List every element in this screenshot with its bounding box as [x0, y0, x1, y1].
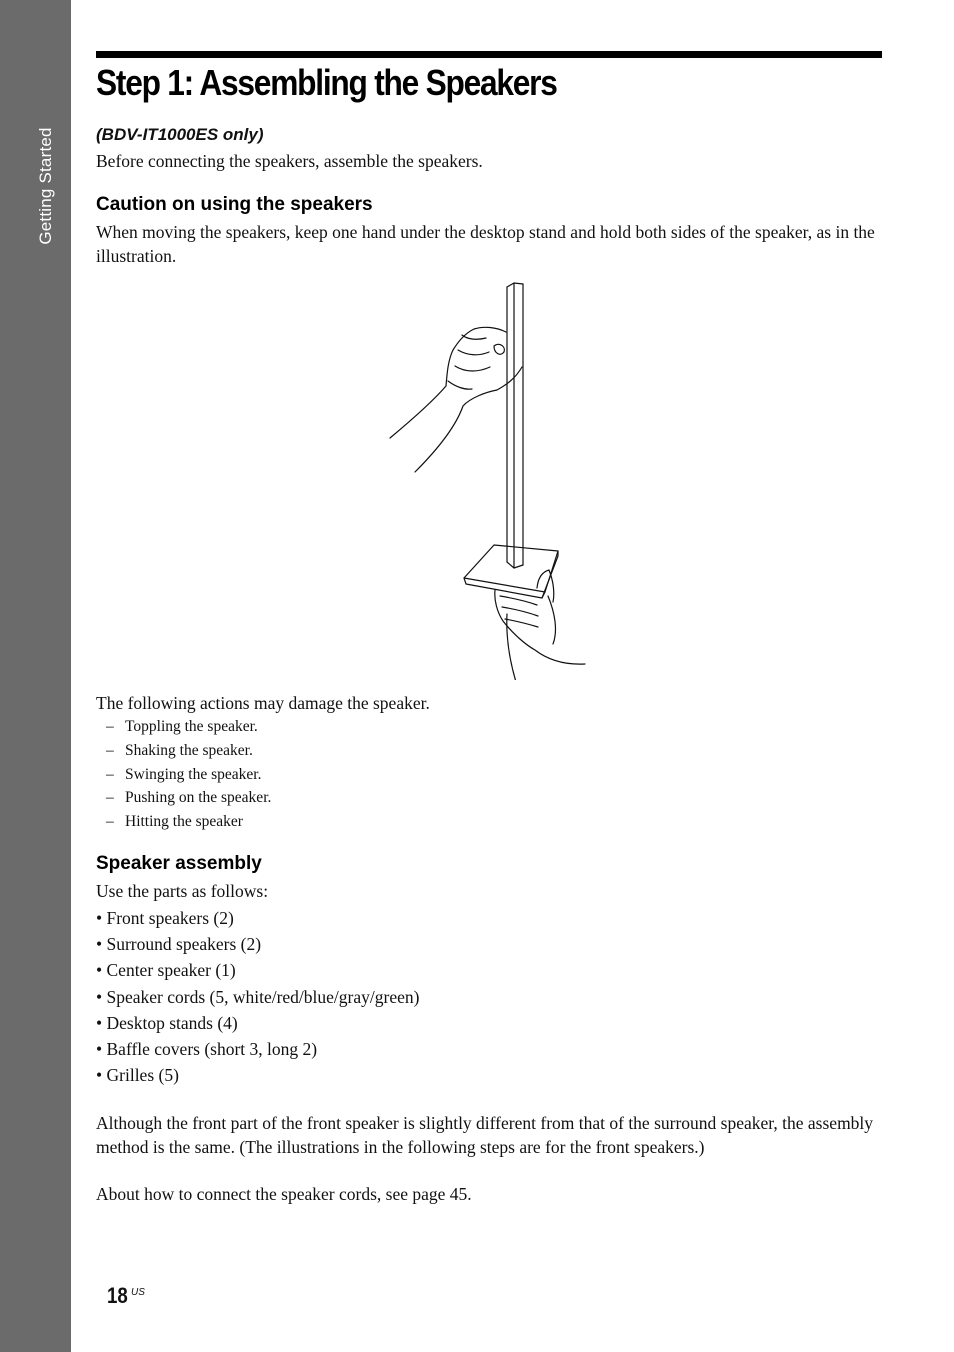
side-tab	[0, 0, 71, 1352]
page-region-suffix: US	[131, 1287, 145, 1298]
list-item: • Front speakers (2)	[96, 908, 234, 928]
page-title: Step 1: Assembling the Speakers	[96, 62, 557, 103]
list-item: – Hitting the speaker	[106, 813, 243, 831]
model-note: (BDV-IT1000ES only)	[96, 125, 264, 144]
damage-intro: The following actions may damage the speaker.	[96, 693, 430, 713]
caution-text: When moving the speakers, keep one hand under the desktop stand and hold both sides of the speaker, as in the illustration.	[96, 222, 875, 266]
speaker-handling-illustration	[380, 278, 600, 680]
intro-text: Before connecting the speakers, assemble the speakers.	[96, 151, 483, 171]
list-item: • Center speaker (1)	[96, 960, 236, 981]
list-item: • Baffle covers (short 3, long 2)	[96, 1039, 318, 1060]
list-item: • Desktop stands (4)	[96, 1012, 238, 1033]
assembly-note: Although the front part of the front speaker is slightly different from that of the surround speaker, the assembly method is the same. (The illustrations in the following steps are for the front speakers.)	[96, 1113, 874, 1157]
list-item: – Swinging the speaker.	[106, 765, 262, 783]
list-item: – Toppling the speaker.	[106, 718, 258, 735]
assembly-intro: Use the parts as follows:	[96, 881, 269, 901]
side-tab-label: Getting Started	[36, 127, 55, 245]
list-item: • Grilles (5)	[96, 1065, 179, 1086]
caution-heading: Caution on using the speakers	[96, 194, 373, 215]
list-item: • Speaker cords (5, white/red/blue/gray/green)	[96, 986, 420, 1007]
assembly-heading: Speaker assembly	[96, 853, 262, 874]
list-item: – Shaking the speaker.	[106, 741, 253, 759]
list-item: – Pushing on the speaker.	[106, 789, 272, 807]
title-rule	[96, 51, 882, 58]
parts-list	[96, 905, 419, 1088]
list-item: • Surround speakers (2)	[96, 934, 262, 955]
speaker-cords-reference: About how to connect the speaker cords, see page 45.	[96, 1184, 472, 1204]
damage-list	[106, 715, 272, 834]
page-number: 18	[107, 1283, 128, 1308]
